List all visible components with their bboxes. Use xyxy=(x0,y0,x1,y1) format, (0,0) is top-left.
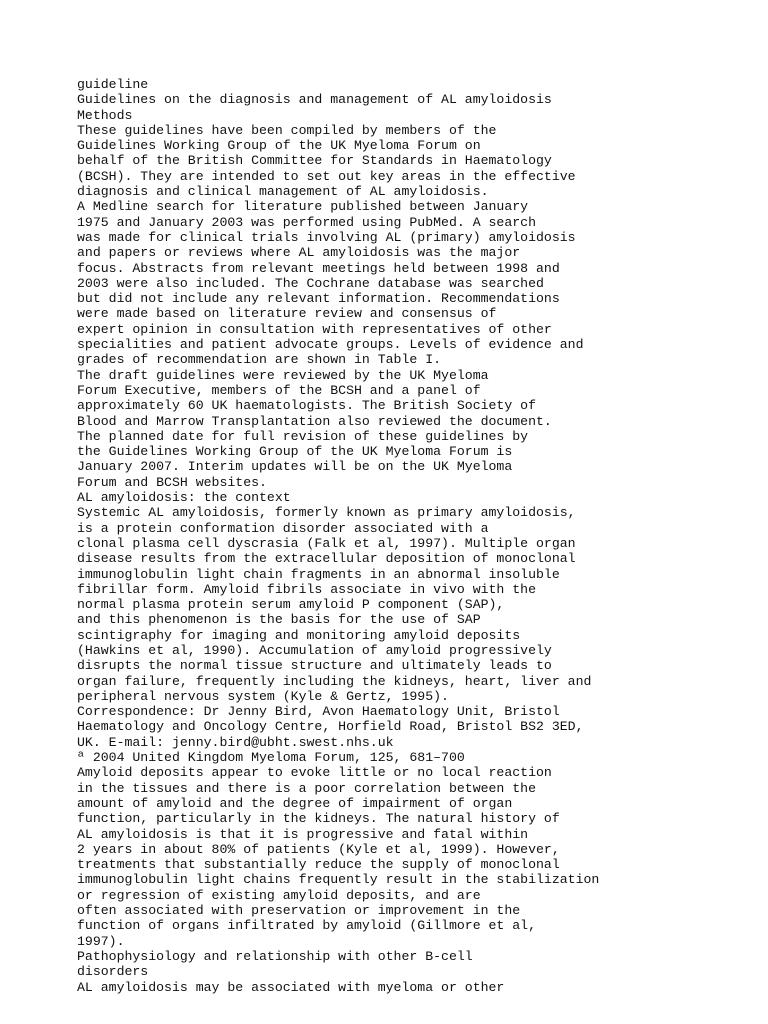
text-line: guideline xyxy=(77,77,149,92)
text-line: UK. E-mail: jenny.bird@ubht.swest.nhs.uk xyxy=(77,734,394,750)
text-line: was made for clinical trials involving AL (primary) amyloidosis xyxy=(77,229,576,245)
text-line: immunoglobulin light chains frequently result in the stabilization xyxy=(77,872,600,888)
text-line: Blood and Marrow Transplantation also reviewed the document. xyxy=(77,413,552,429)
text-line: Haematology and Oncology Centre, Horfield Road, Bristol BS2 3ED, xyxy=(77,719,584,735)
text-line: peripheral nervous system (Kyle & Gertz, 1995). xyxy=(77,688,449,704)
text-line: normal plasma protein serum amyloid P component (SAP), xyxy=(77,597,505,613)
text-line: and papers or reviews where AL amyloidosis was the major xyxy=(77,245,521,261)
text-line: organ failure, frequently including the kidneys, heart, liver and xyxy=(77,673,592,689)
text-line: Forum and BCSH websites. xyxy=(77,474,267,490)
text-line: treatments that substantially reduce the supply of monoclonal xyxy=(77,857,560,873)
text-line: AL amyloidosis may be associated with myeloma or other xyxy=(77,979,505,995)
text-line: Forum Executive, members of the BCSH and a panel of xyxy=(77,382,481,398)
text-line: Pathophysiology and relationship with other B-cell xyxy=(77,948,473,964)
text-line: fibrillar form. Amyloid fibrils associate in vivo with the xyxy=(77,581,536,597)
text-line: (BCSH). They are intended to set out key areas in the effective xyxy=(77,168,576,184)
document-page xyxy=(77,77,757,995)
text-line: AL amyloidosis: the context xyxy=(77,490,291,506)
text-line: expert opinion in consultation with representatives of other xyxy=(77,321,552,337)
text-line: the Guidelines Working Group of the UK Myeloma Forum is xyxy=(77,444,513,460)
text-line: Amyloid deposits appear to evoke little or no local reaction xyxy=(77,765,552,781)
text-line: approximately 60 UK haematologists. The British Society of xyxy=(77,398,536,414)
text-line: behalf of the British Committee for Standards in Haematology xyxy=(77,153,552,169)
text-line: immunoglobulin light chain fragments in an abnormal insoluble xyxy=(77,566,560,582)
text-line: Systemic AL amyloidosis, formerly known as primary amyloidosis, xyxy=(77,505,576,521)
text-line: clonal plasma cell dyscrasia (Falk et al, 1997). Multiple organ xyxy=(77,535,576,551)
text-line: Guidelines on the diagnosis and management of AL amyloidosis xyxy=(77,92,552,108)
text-line: These guidelines have been compiled by members of the xyxy=(77,122,497,138)
text-line: The planned date for full revision of these guidelines by xyxy=(77,428,529,444)
text-line: scintigraphy for imaging and monitoring amyloid deposits xyxy=(77,627,521,643)
text-line: January 2007. Interim updates will be on the UK Myeloma xyxy=(77,459,513,475)
text-line: often associated with preservation or improvement in the xyxy=(77,903,521,919)
text-line: disorders xyxy=(77,964,149,980)
text-line: 1997). xyxy=(77,933,125,949)
text-line: 2 years in about 80% of patients (Kyle et al, 1999). However, xyxy=(77,841,560,857)
text-line: Correspondence: Dr Jenny Bird, Avon Haematology Unit, Bristol xyxy=(77,704,560,720)
text-line: specialities and patient advocate groups. Levels of evidence and xyxy=(77,337,584,353)
text-line: in the tissues and there is a poor correlation between the xyxy=(77,780,536,796)
text-line: grades of recommendation are shown in Table I. xyxy=(77,352,442,368)
text-line: ª 2004 United Kingdom Myeloma Forum, 125, 681–700 xyxy=(77,750,465,766)
text-line: disrupts the normal tissue structure and ultimately leads to xyxy=(77,658,552,674)
text-line: and this phenomenon is the basis for the use of SAP xyxy=(77,612,481,628)
text-line: is a protein conformation disorder associated with a xyxy=(77,520,489,536)
text-line: (Hawkins et al, 1990). Accumulation of amyloid progressively xyxy=(77,642,552,658)
text-line: diagnosis and clinical management of AL amyloidosis. xyxy=(77,184,489,200)
text-line: function of organs infiltrated by amyloid (Gillmore et al, xyxy=(77,918,536,934)
text-line: 2003 were also included. The Cochrane database was searched xyxy=(77,275,544,291)
text-line: Methods xyxy=(77,107,133,123)
text-line: A Medline search for literature published between January xyxy=(77,199,529,215)
text-line: focus. Abstracts from relevant meetings held between 1998 and xyxy=(77,260,560,276)
text-line: Guidelines Working Group of the UK Myeloma Forum on xyxy=(77,138,481,154)
text-line: 1975 and January 2003 was performed using PubMed. A search xyxy=(77,214,536,230)
text-line: The draft guidelines were reviewed by the UK Myeloma xyxy=(77,367,489,383)
text-line: amount of amyloid and the degree of impairment of organ xyxy=(77,795,513,811)
text-line: AL amyloidosis is that it is progressive and fatal within xyxy=(77,826,529,842)
text-line: but did not include any relevant information. Recommendations xyxy=(77,291,560,307)
text-line: or regression of existing amyloid deposits, and are xyxy=(77,887,481,903)
text-line: disease results from the extracellular deposition of monoclonal xyxy=(77,551,576,567)
text-line: function, particularly in the kidneys. The natural history of xyxy=(77,811,560,827)
text-line: were made based on literature review and consensus of xyxy=(77,306,497,322)
